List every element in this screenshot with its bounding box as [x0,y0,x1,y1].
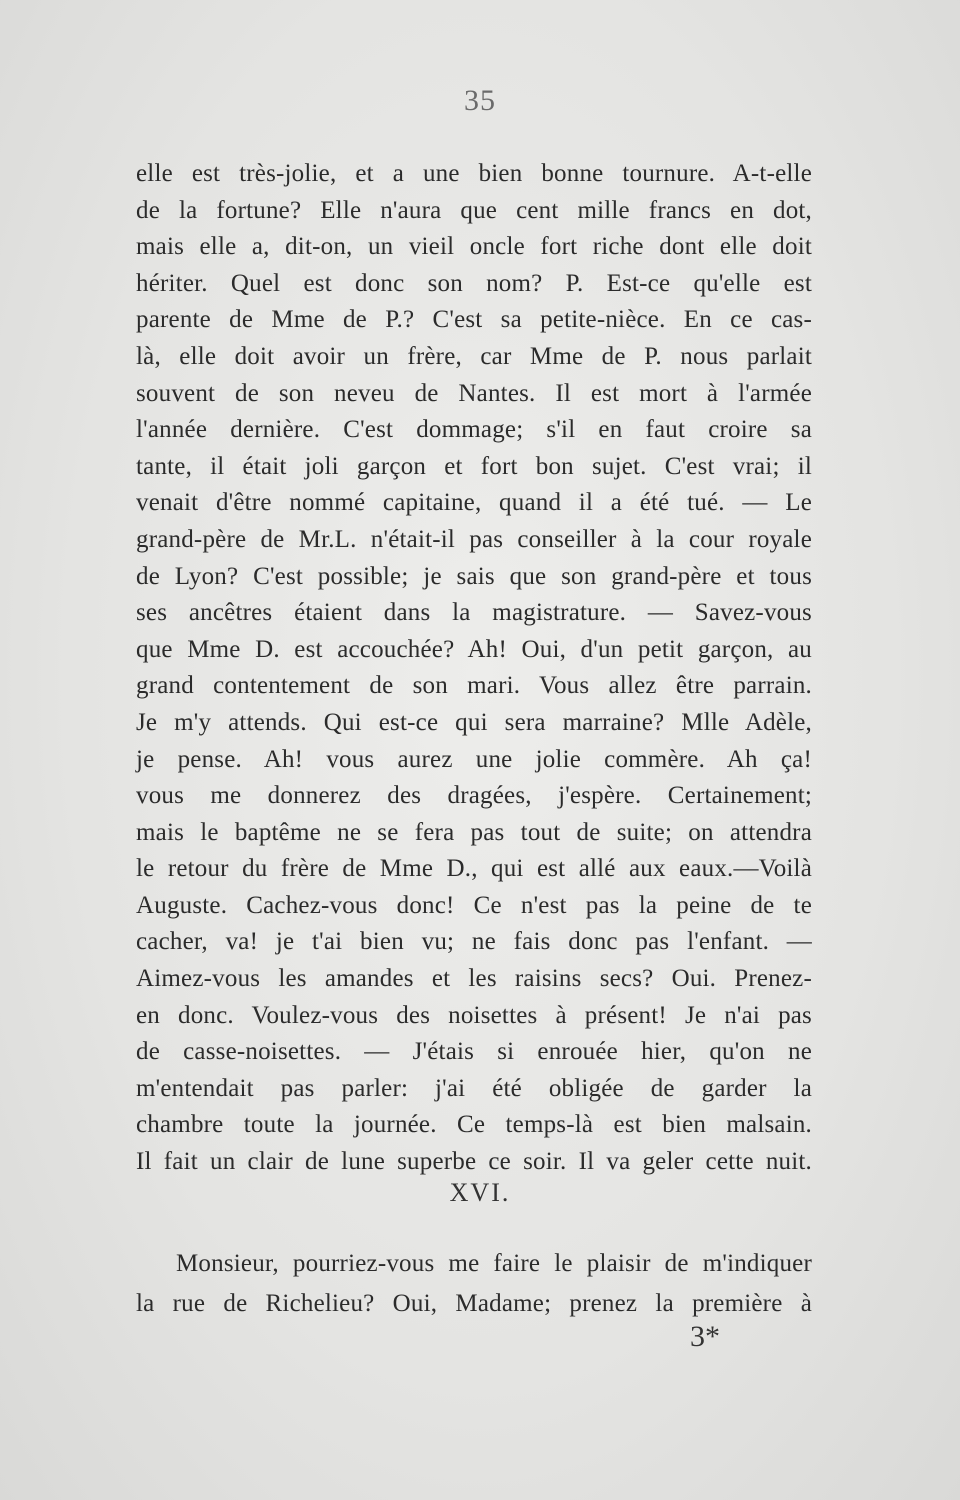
text-line: là, elle doit avoir un frère, car Mme de P. nous parlait [136,342,812,370]
body-text [136,156,812,1181]
text-line: mais le baptême ne se fera pas tout de suite; on attendra [136,818,812,846]
text-line: elle est très-jolie, et a une bien bonne tournure. A-t-elle [136,160,812,187]
text-line: grand contentement de son mari. Vous allez être parrain. [136,672,812,700]
text-line: que Mme D. est accouchée? Ah! Oui, d'un petit garçon, au [136,635,812,663]
text-line: cacher, va! je t'ai bien vu; ne fais donc pas l'enfant. — [136,928,812,956]
section-heading: XVI. [449,1178,511,1207]
text-line: je pense. Ah! vous aurez une jolie commère. Ah ça! [136,745,812,773]
text-line: Aimez-vous les amandes et les raisins secs? Oui. Prenez- [136,965,812,993]
text-line: Monsieur, pourriez-vous me faire le plaisir de m'indiquer [176,1250,812,1277]
text-line: vous me donnerez des dragées, j'espère. Certainement; [136,782,812,810]
text-line: tante, il était joli garçon et fort bon sujet. C'est vrai; il [136,452,812,480]
text-line: le retour du frère de Mme D., qui est allé aux eaux.—Voilà [136,855,812,883]
text-line: souvent de son neveu de Nantes. Il est mort à l'armée [136,379,812,407]
text-line: venait d'être nommé capitaine, quand il a été tué. — Le [136,489,812,517]
text-line: de la fortune? Elle n'aura que cent mille francs en dot, [136,196,812,224]
section-text [136,1244,812,1324]
text-line: ses ancêtres étaient dans la magistrature. — Savez-vous [136,599,812,627]
page-number: 35 [464,84,496,117]
text-line: la rue de Richelieu? Oui, Madame; prenez la première à [136,1290,812,1317]
text-line: de Lyon? C'est possible; je sais que son grand-père et tous [136,562,812,590]
text-line: de casse-noisettes. — J'étais si enrouée hier, qu'on ne [136,1038,812,1066]
text-line: Auguste. Cachez-vous donc! Ce n'est pas la peine de te [136,891,812,919]
text-line: mais elle a, dit-on, un vieil oncle fort riche dont elle doit [136,233,812,261]
text-line: grand-père de Mr.L. n'était-il pas conseiller à la cour royale [136,525,812,553]
text-line: hériter. Quel est donc son nom? P. Est-ce qu'elle est [136,269,812,297]
signature-mark: 3* [690,1320,720,1353]
text-line: Je m'y attends. Qui est-ce qui sera marraine? Mlle Adèle, [136,708,812,736]
text-line: en donc. Voulez-vous des noisettes à présent! Je n'ai pas [136,1001,812,1029]
text-line: l'année dernière. C'est dommage; s'il en faut croire sa [136,416,812,444]
text-line: Il fait un clair de lune superbe ce soir. Il va geler cette nuit. [136,1148,812,1176]
text-line: parente de Mme de P.? C'est sa petite-nièce. En ce cas- [136,306,812,334]
text-line: chambre toute la journée. Ce temps-là est bien malsain. [136,1111,812,1139]
text-line: m'entendait pas parler: j'ai été obligée de garder la [136,1074,812,1102]
